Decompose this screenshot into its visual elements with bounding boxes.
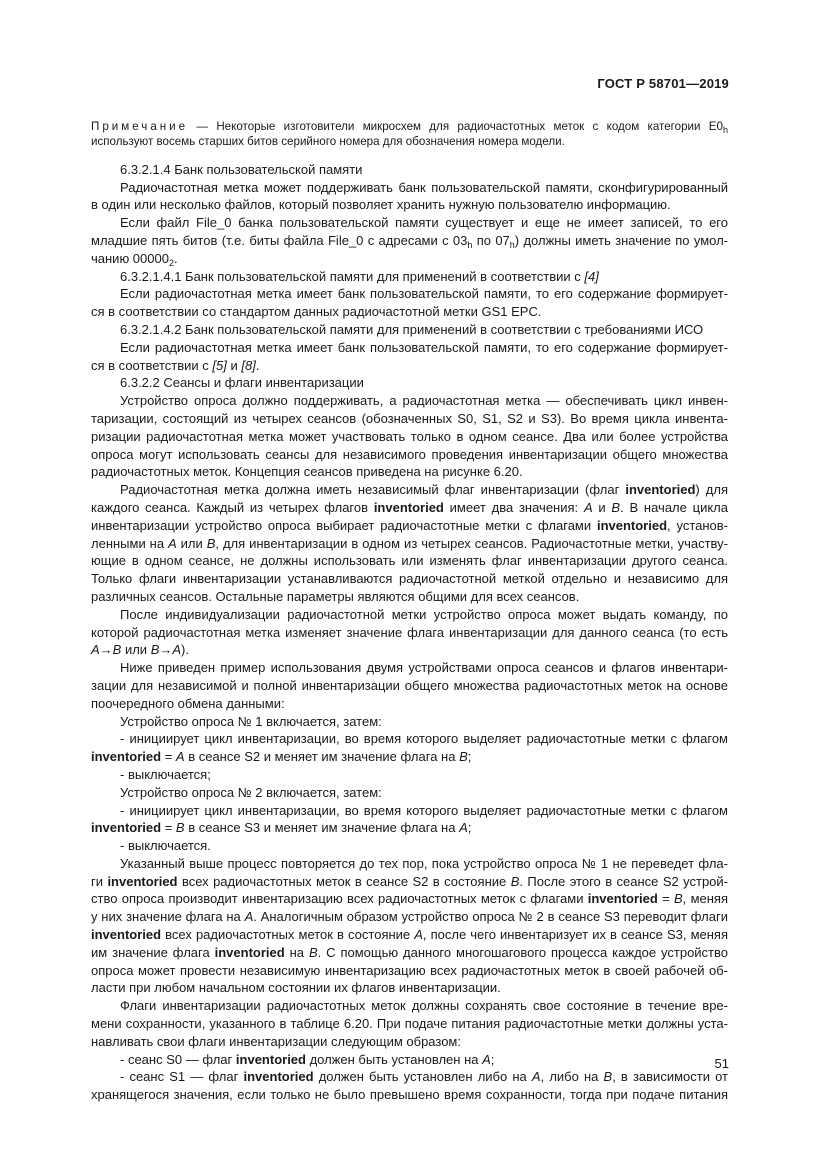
note-line-1: Примечание — Некоторые изготовители микросхем для радиочастотных меток с кодом категории $E0_h$ bbox=[91, 120, 728, 135]
para-line: младшие пять битов (т.е. биты файла File_0 с адресами с $03_h$ по $07_h$) должны иметь значение по умол- bbox=[91, 233, 729, 250]
section-heading-6-3-2-1-4-1: 6.3.2.1.4.1 Банк пользовательской памяти для применений в соответствии с [4] bbox=[120, 268, 599, 284]
para-line: inventoried = B в сеансе S3 и меняет им значение флага на A; bbox=[91, 820, 472, 836]
para-line: inventoried всех радиочастотных меток в состояние A, после чего инвентаризует их в сеансе S3, меняя bbox=[91, 927, 728, 943]
para-line: Радиочастотная метка может поддерживать банк пользовательской памяти, сконфигурированный bbox=[120, 179, 728, 195]
note-line-2: используют восемь старших битов серийного номера для обозначения номера модели. bbox=[91, 135, 565, 149]
para-line: поочередного обмена данными: bbox=[91, 695, 285, 711]
para-line: ризации радиочастотная метка может участвовать только в одном сеансе. Два или более устройства bbox=[91, 428, 728, 444]
para-line: ся в соответствии с [5] и [8]. bbox=[91, 357, 260, 373]
para-line: у них значение флага на A. Аналогичным образом устройство опроса № 2 в сеансе S3 переводит флаги bbox=[91, 909, 728, 925]
para-line: различных сеансов. Остальные параметры являются общими для всех сеансов. bbox=[91, 588, 580, 604]
para-line: таризации, состоящий из четырех сеансов (обозначенных S0, S1, S2 и S3). Во время цикла инвента- bbox=[91, 410, 728, 426]
para-line: Устройство опроса № 1 включается, затем: bbox=[120, 713, 382, 729]
para-line: - инициирует цикл инвентаризации, во время которого выделяет радиочастотные метки с флагом bbox=[120, 802, 728, 818]
note-label: Примечание bbox=[91, 120, 189, 133]
para-line: Если радиочастотная метка имеет банк пользовательской памяти, то его содержание формирует- bbox=[120, 286, 728, 302]
para-line: Радиочастотная метка должна иметь независимый флаг инвентаризации (флаг inventoried) для bbox=[120, 482, 728, 498]
section-heading-6-3-2-2: 6.3.2.2 Сеансы и флаги инвентаризации bbox=[120, 375, 364, 391]
para-line: - сеанс S0 — флаг inventoried должен быть установлен на A; bbox=[120, 1051, 495, 1067]
para-line: им значение флага inventoried на B. С помощью данного многошагового процесса каждое устройство bbox=[91, 944, 729, 960]
document-code: ГОСТ Р 58701—2019 bbox=[597, 76, 729, 91]
para-line: радиочастотных меток. Концепция сеансов приведена на рисунке 6.20. bbox=[91, 464, 523, 480]
para-line: Флаги инвентаризации радиочастотных меток должны сохранять свое состояние в течение вре- bbox=[120, 998, 728, 1014]
para-line: ленными на A или B, для инвентаризации в одном из четырех сеансов. Радиочастотные метки, участву- bbox=[91, 535, 728, 551]
para-line: ся в соответствии со стандартом данных радиочастотной метки GS1 EPC. bbox=[91, 304, 542, 320]
note-block bbox=[91, 119, 728, 150]
para-line: мени сохранности, указанного в таблице 6.20. При подаче питания радиочастотные метки должны уста- bbox=[91, 1016, 728, 1032]
para-line: опроса может провести независимую инвентаризацию всех радиочастотных меток в своей рабочей об- bbox=[91, 962, 728, 978]
para-line: Устройство опроса № 2 включается, затем: bbox=[120, 784, 382, 800]
para-line: хранящегося значения, если только не было превышено время сохранности, тогда при подаче питания bbox=[91, 1087, 728, 1103]
reference-4: [4] bbox=[584, 268, 599, 284]
para-line: чанию $00000_2$. bbox=[91, 250, 178, 268]
para-line: inventoried = A в сеансе S2 и меняет им значение флага на B; bbox=[91, 749, 472, 765]
para-line: ство опроса производит инвентаризацию всех радиочастотных меток с флагами inventoried = B, меняя bbox=[91, 891, 728, 907]
para-line: - сеанс S1 — флаг inventoried должен быть установлен либо на A, либо на B, в зависимости от bbox=[120, 1069, 728, 1085]
para-line: опроса могут использовать сеансы для независимого проведения инвентаризации общего множества bbox=[91, 446, 728, 462]
para-line: которой радиочастотная метка изменяет значение флага инвентаризации для данного сеанса (то есть bbox=[91, 624, 728, 640]
para-line: Если файл File_0 банка пользовательской памяти существует и еще не имеет записей, то его bbox=[120, 215, 728, 231]
section-heading-6-3-2-1-4-2: 6.3.2.1.4.2 Банк пользовательской памяти для применений в соответствии с требованиями ИСО bbox=[120, 321, 704, 337]
para-line: каждого сеанса. Каждый из четырех флагов inventoried имеет два значения: A и B. В начале цикла bbox=[91, 499, 728, 515]
page-body bbox=[91, 119, 728, 1104]
para-line: - выключается. bbox=[120, 838, 211, 854]
page-number: 51 bbox=[714, 1056, 729, 1071]
para-line: Указанный выше процесс повторяется до тех пор, пока устройство опроса № 1 не переведет фла- bbox=[120, 855, 728, 871]
para-line: Если радиочастотная метка имеет банк пользовательской памяти, то его содержание формирует- bbox=[120, 339, 728, 355]
para-line: После индивидуализации радиочастотной метки устройство опроса может выдать команду, по bbox=[120, 606, 728, 622]
reference-5: [5] bbox=[212, 357, 227, 373]
para-line: инвентаризации устройство опроса выбирает радиочастотные метки с флагами inventoried, установ- bbox=[91, 517, 729, 533]
para-line: зации для независимой и полной инвентаризации общего множества радиочастотных меток на основе bbox=[91, 677, 728, 693]
para-line: A→B или B→A). bbox=[91, 642, 189, 658]
para-line: - инициирует цикл инвентаризации, во время которого выделяет радиочастотные метки с флагом bbox=[120, 731, 728, 747]
para-line: Ниже приведен пример использования двумя устройствами опроса сеансов и флагов инвентари- bbox=[120, 660, 728, 676]
para-line: в один или несколько файлов, который позволяет хранить нужную пользователю информацию. bbox=[91, 197, 671, 213]
section-heading-6-3-2-1-4: 6.3.2.1.4 Банк пользовательской памяти bbox=[120, 161, 363, 177]
para-line: ющие в одном сеансе, не должны использовать или изменять флаг инвентаризации другого сеанса. bbox=[91, 553, 728, 569]
reference-8: [8] bbox=[241, 357, 256, 373]
para-line: ласти при любом начальном состоянии их флагов инвентаризации. bbox=[91, 980, 501, 996]
para-line: - выключается; bbox=[120, 766, 211, 782]
para-line: ги inventoried всех радиочастотных меток в сеансе S2 в состояние B. После этого в сеансе S2 устрой- bbox=[91, 873, 729, 889]
para-line: Устройство опроса должно поддерживать, а радиочастотная метка — обеспечивать цикл инвен- bbox=[120, 393, 728, 409]
para-line: навливать свои флаги инвентаризации следующим образом: bbox=[91, 1033, 461, 1049]
para-line: Только флаги инвентаризации устанавливаются радиочастотной меткой отдельно и независимо для bbox=[91, 571, 728, 587]
